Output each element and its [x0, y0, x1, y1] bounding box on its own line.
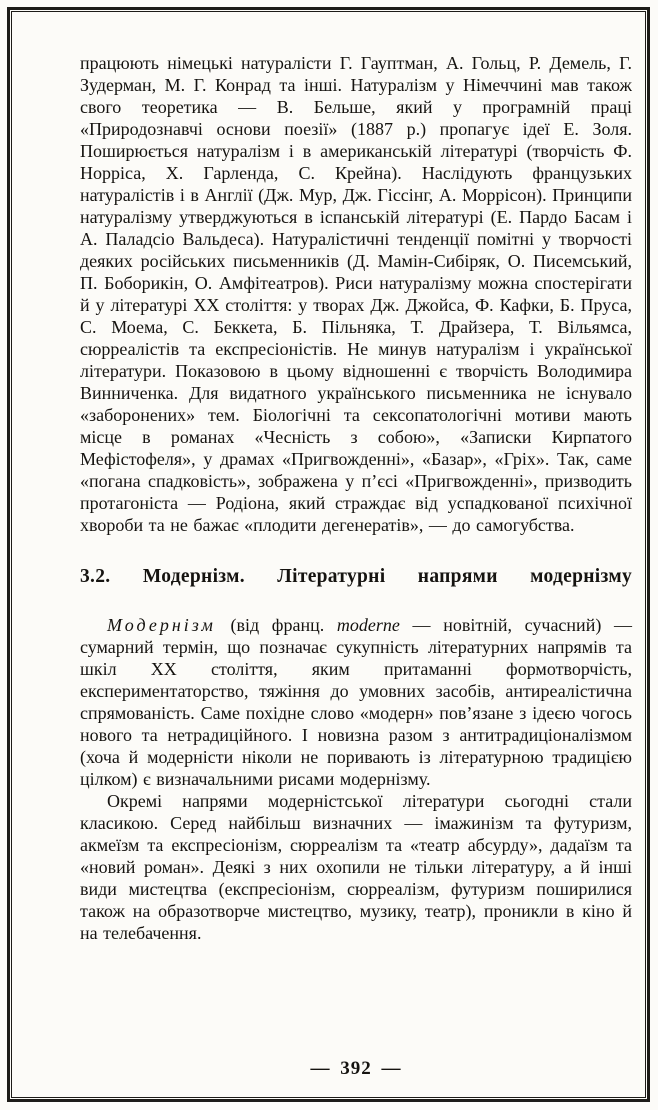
paragraph-naturalism: працюють німецькі натуралісти Г. Гауптман, А. Гольц, Р. Демель, Г. Зудерман, М. Г. Конрад та інші. Натуралізм у Німеччині мав також свого теоретика — В. Бельше, який у програмній праці «Природознавчі основи поезії» (1887 р.) пропагує ідеї Е. Золя. Поширюється натуралізм і в американській літературі (творчість Ф. Норріса, Х. Гарленда, С. Крейна). Наслідують французьких натуралістів і в Англії (Дж. Мур, Дж. Гіссінг, А. Моррісон). Принципи натуралізму утверджуються в іспанській літературі (Е. Пардо Басам і А. Паладсіо Вальдеса). Натуралістичні тенденції помітні у творчості деяких російських письменників (Д. Мамін-Сибіряк, О. Писемський, П. Боборикін, О. Амфітеатров). Риси натуралізму можна спостерігати й у літературі XX століття: у творах Дж. Джойса, Ф. Кафки, Б. Пруса, С. Моема, С. Беккета, Б. Пільняка, Т. Драйзера, Т. Вільямса, сюрреалістів та експресіоністів. Не минув натуралізм і української літератури. Показовою в цьому відношенні є творчість Володимира Винниченка. Для видатного українського письменника не існувало «заборонених» тем. Біологічні та сексопатологічні мотиви мають місце в романах «Чесність з собою», «Записки Кирпатого Мефістофеля», у драмах «Пригвожденні», «Базар», «Гріх». Так, саме «погана спадковість», зображена у п’єсі «Пригвожденні», призводить протагоніста — Родіона, який страждає від успадкованої психічної хвороби та не бажає «плодити дегенератів», — до самогубства. — [80, 53, 632, 535]
section-heading: 3.2. Модернізм. Літературні напрями модернізму — [80, 566, 632, 587]
paragraph-text-before-latin: (від франц. — [217, 615, 337, 635]
term-modernism: Модернізм — [107, 615, 216, 635]
page-number: — 392 — — [310, 1058, 402, 1079]
paragraph-modernism-movements: Окремі напрями модерністської літератури сьогодні стали класикою. Серед найбільш визначних — імажинізм та футуризм, акмеїзм та експресіонізм, сюрреалізм та «театр абсурду», дадаїзм та «новий роман». Деякі з них охопили не тільки літературу, а й інші види мистецтва (експресіонізм, сюрреалізм, футуризм поширилися також на образотворче мистецтво, музику, театр), проникли в кіно й на телебачення. — [80, 791, 632, 943]
paragraph-text-after-latin: — новітній, сучасний) — сумарний термін, що позначає сукупність літературних напрямів та шкіл XX століття, яким притаманні формотворчість, експериментаторство, тяжіння до умовних засобів, антиреалістична спрямованість. Саме похідне слово «модерн» пов’язане з ідеєю чогось нового та нетрадиційного. І новизна разом з антитрадиціоналізмом (хоча й модерністи ніколи не поривають із літературною традицією цілком) є визначальними рисами модернізму. — [80, 615, 632, 789]
paragraph-modernism-definition — [80, 614, 632, 790]
page-border-inner — [11, 11, 646, 1098]
page-border-outer — [7, 7, 650, 1102]
foreign-word-moderne: moderne — [336, 615, 400, 635]
page-content — [12, 12, 645, 1097]
